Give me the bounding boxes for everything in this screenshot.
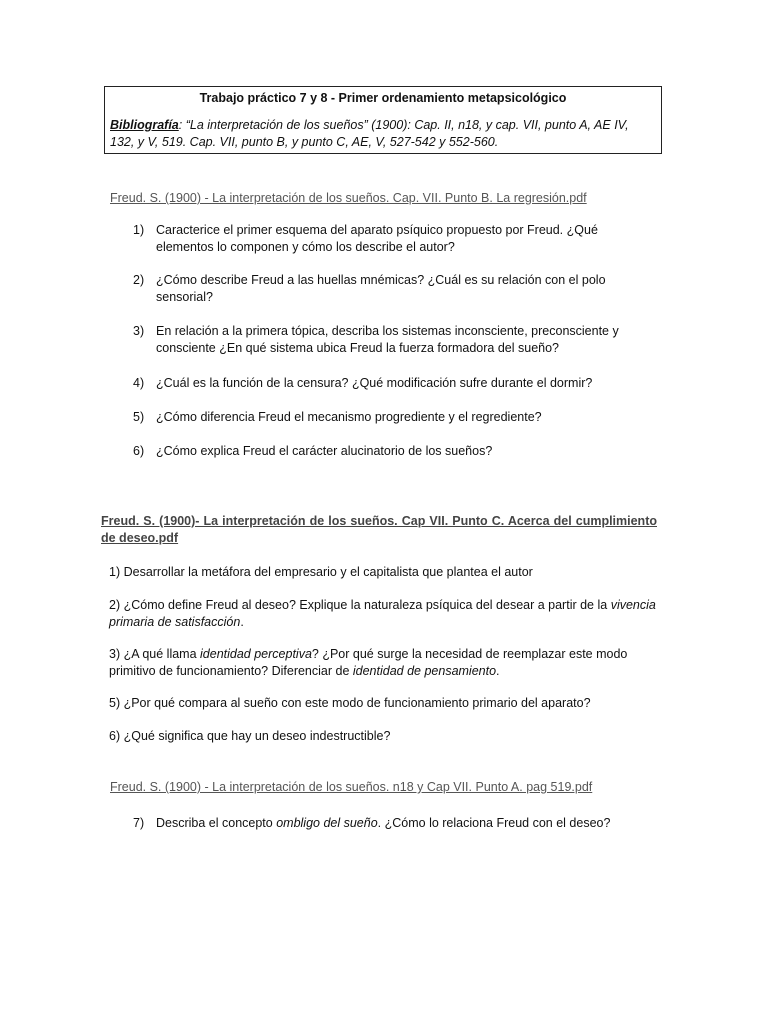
item-number: 7) xyxy=(133,816,145,830)
item-text: 2) ¿Cómo define Freud al deseo? Explique la naturaleza psíquica del desear a partir de la xyxy=(109,598,611,612)
list-item xyxy=(109,597,657,631)
item-number: 6) xyxy=(133,444,145,458)
section1-question-list xyxy=(133,443,653,460)
list-item: 1) Desarrollar la metáfora del empresario y el capitalista que plantea el autor xyxy=(109,565,533,579)
section2-question-list xyxy=(109,597,657,631)
list-item xyxy=(133,409,653,426)
item-text: 3) ¿A qué llama xyxy=(109,647,201,661)
section1-question-list xyxy=(133,323,653,357)
section3-question-list xyxy=(133,815,653,832)
list-item xyxy=(133,222,653,256)
section1-question-list xyxy=(133,375,653,392)
list-item: 6) ¿Qué significa que hay un deseo indestructible? xyxy=(109,729,391,743)
item-emphasis: vivencia primaria de satisfacción xyxy=(109,598,656,629)
section2-question-list xyxy=(109,728,657,745)
item-text: . xyxy=(240,615,244,629)
item-emphasis: identidad de pensamiento xyxy=(352,664,497,678)
item-emphasis: ombligo del sueño xyxy=(276,816,378,830)
list-item xyxy=(133,323,653,357)
item-number: 2) xyxy=(133,273,145,287)
item-text: Caracterice el primer esquema del aparato psíquico propuesto por Freud. ¿Qué elementos lo componen y cómo los describe el autor? xyxy=(156,223,598,254)
item-emphasis: identidad perceptiva xyxy=(200,647,312,661)
page-title: Trabajo práctico 7 y 8 - Primer ordenamiento metapsicológico xyxy=(199,91,567,105)
header-box xyxy=(104,86,662,154)
item-number: 3) xyxy=(133,324,145,338)
item-text: En relación a la primera tópica, describa los sistemas inconsciente, preconsciente y consciente ¿En qué sistema ubica Freud la fuerza formadora del sueño? xyxy=(156,324,619,355)
item-text: ¿Cuál es la función de la censura? ¿Qué modificación sufre durante el dormir? xyxy=(156,376,593,390)
section2-question-list xyxy=(109,695,657,712)
item-text: ¿Cómo describe Freud a las huellas mnémicas? ¿Cuál es su relación con el polo sensorial? xyxy=(156,273,606,304)
section3-link[interactable]: Freud. S. (1900) - La interpretación de los sueños. n18 y Cap VII. Punto A. pag 519.pdf xyxy=(110,780,593,794)
list-item xyxy=(133,815,653,832)
bibliography-text: : “La interpretación de los sueños” (1900): Cap. II, n18, y cap. VII, punto A, AE IV, 132, y V, 519. Cap. VII, punto B, y punto C, AE, V, 527-542 y 552-560. xyxy=(110,118,629,149)
section1-question-list xyxy=(133,222,653,256)
bibliography-label: Bibliografía xyxy=(110,118,179,132)
list-item xyxy=(133,443,653,460)
item-text: . ¿Cómo lo relaciona Freud con el deseo? xyxy=(377,816,611,830)
list-item: 5) ¿Por qué compara al sueño con este modo de funcionamiento primario del aparato? xyxy=(109,696,591,710)
item-text: ¿Cómo explica Freud el carácter alucinatorio de los sueños? xyxy=(156,444,493,458)
item-number: 5) xyxy=(133,410,145,424)
section2-question-list xyxy=(109,646,657,680)
list-item xyxy=(109,646,657,680)
list-item xyxy=(133,272,653,306)
item-number: 4) xyxy=(133,376,145,390)
item-text: ? ¿Por qué surge la necesidad de reemplazar este modo primitivo de funcionamiento? Diferenciar de xyxy=(109,647,628,678)
list-item xyxy=(133,375,653,392)
item-number: 1) xyxy=(133,223,145,237)
bibliography xyxy=(110,117,656,151)
section2-link[interactable]: Freud. S. (1900)- La interpretación de los sueños. Cap VII. Punto C. Acerca del cumplimiento de deseo.pdf xyxy=(101,514,657,545)
section1-question-list xyxy=(133,409,653,426)
item-text: ¿Cómo diferencia Freud el mecanismo progrediente y el regrediente? xyxy=(156,410,542,424)
section2-question-list xyxy=(109,564,657,581)
section1-link[interactable]: Freud. S. (1900) - La interpretación de los sueños. Cap. VII. Punto B. La regresión.pdf xyxy=(110,191,587,205)
item-text: . xyxy=(496,664,500,678)
section1-question-list xyxy=(133,272,653,306)
item-text: Describa el concepto xyxy=(156,816,277,830)
